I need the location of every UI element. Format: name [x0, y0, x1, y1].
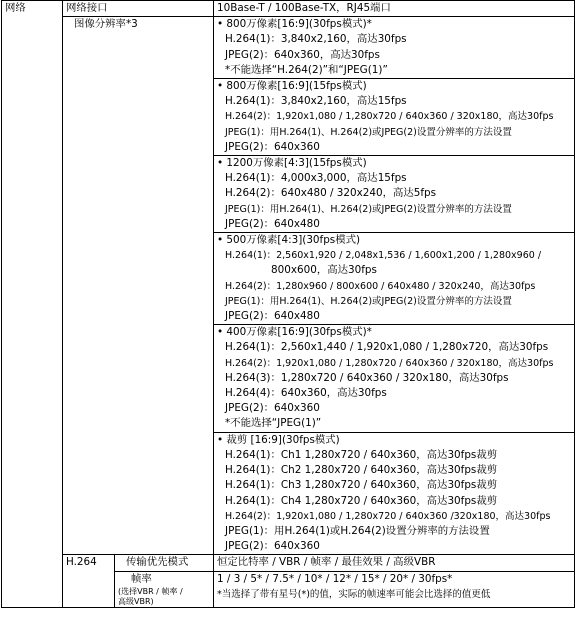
h264-transmission-row [2, 555, 575, 571]
block-line: JPEG(1)：用H.264(1)、H.264(2)或JPEG(2)设置分辨率的方法设置 [225, 203, 512, 215]
block-line: H.264(1)：4,000x3,000，高达15fps [225, 172, 407, 185]
framerate-value: 1 / 3 / 5* / 7.5* / 10* / 12* / 15* / 20* / 30fps* [217, 572, 453, 585]
network-interface-value: 10Base-T / 100Base-TX，RJ45端口 [217, 2, 391, 14]
block-line: H.264(4)：640x360，高达30fps [225, 387, 387, 400]
block-line: H.264(2)：1,920x1,080 / 1,280x720 / 640x360 /320x180，高达30fps [225, 510, 551, 522]
block-line: • 1200万像素[4:3](15fps模式) [217, 157, 367, 170]
network-interface-value-cell [214, 1, 575, 17]
resolution-block [214, 156, 575, 233]
category-label: 网络 [5, 2, 26, 14]
block-line: *不能选择“JPEG(1)” [225, 417, 322, 430]
block-line: H.264(1)：3,840x2,160，高达30fps [225, 33, 407, 46]
block-line: • 800万像素[16:9](30fps模式)* [217, 18, 372, 31]
block-line: H.264(1)：2,560x1,920 / 2,048x1,536 / 1,600x1,200 / 1,280x960 / [225, 250, 542, 262]
network-interface-label: 网络接口 [66, 2, 108, 14]
resolution-label-cell [63, 17, 214, 555]
resolution-row-1 [2, 17, 575, 79]
framerate-sublabel: 高级VBR) [118, 596, 154, 606]
block-line: H.264(1)：Ch3 1,280x720 / 640x360，高达30fps裁剪 [225, 479, 498, 492]
resolution-block [214, 233, 575, 325]
network-interface-label-cell [63, 1, 214, 17]
block-line: JPEG(2)：640x360 [225, 140, 320, 153]
transmission-label-cell [115, 555, 214, 571]
block-line: H.264(1)：2,560x1,440 / 1,920x1,080 / 1,280x720，高达30fps [225, 341, 549, 354]
block-line: H.264(3)：1,280x720 / 640x360 / 320x180，高达30fps [225, 371, 509, 384]
block-line: H.264(2)：1,920x1,080 / 1,280x720 / 640x360 / 320x180，高达30fps [225, 111, 554, 123]
block-line: • 800万像素[16:9](15fps模式) [217, 80, 367, 93]
framerate-sublabel: (选择VBR / 帧率 / [118, 586, 183, 596]
framerate-label-cell [115, 571, 214, 607]
network-interface-row [2, 1, 575, 17]
block-line: JPEG(2)：640x480 [225, 217, 320, 230]
block-line: • 裁剪 [16:9](30fps模式) [217, 433, 340, 446]
block-line: JPEG(1)：用H.264(1)、H.264(2)或JPEG(2)设置分辨率的方法设置 [225, 295, 512, 307]
resolution-block [214, 79, 575, 156]
block-line: JPEG(1)：用H.264(1)或H.264(2)设置分辨率的方法设置 [225, 524, 490, 537]
block-line: JPEG(2)：640x360 [225, 540, 320, 553]
block-line: H.264(1)：Ch2 1,280x720 / 640x360，高达30fps裁剪 [225, 464, 498, 477]
transmission-value: 恒定比特率 / VBR / 帧率 / 最佳效果 / 高级VBR [217, 556, 436, 569]
block-line: *不能选择“H.264(2)”和“JPEG(1)” [225, 63, 388, 76]
resolution-block [214, 325, 575, 432]
block-line: JPEG(2)：640x360，高达30fps [225, 48, 380, 61]
block-line: • 500万像素[4:3](30fps模式) [217, 234, 361, 247]
transmission-label: 传输优先模式 [126, 556, 189, 569]
framerate-note: *当选择了带有星号(*)的值，实际的帧速率可能会比选择的值更低 [217, 588, 491, 600]
resolution-block [214, 432, 575, 555]
block-line: H.264(1)：Ch4 1,280x720 / 640x360，高达30fps裁剪 [225, 494, 498, 507]
resolution-label: 图像分辨率*3 [74, 18, 138, 31]
block-line: H.264(2)：1,280x960 / 800x600 / 640x480 / 320x240，高达30fps [225, 280, 536, 292]
block-line: JPEG(1)：用H.264(1)、H.264(2)或JPEG(2)设置分辨率的方法设置 [225, 126, 512, 138]
h264-label: H.264 [66, 556, 97, 569]
framerate-value-cell [214, 571, 575, 607]
h264-label-cell [63, 555, 115, 607]
framerate-label: 帧率 [131, 572, 152, 585]
block-line: JPEG(2)：640x480 [225, 310, 320, 323]
transmission-value-cell [214, 555, 575, 571]
spec-table [1, 0, 575, 608]
block-line: H.264(2)：1,920x1,080 / 1,280x720 / 640x360 / 320x180，高达30fps [225, 357, 554, 369]
category-cell [2, 1, 63, 608]
resolution-block [214, 17, 575, 79]
block-line: JPEG(2)：640x360 [225, 402, 320, 415]
block-line: H.264(2)：640x480 / 320x240，高达5fps [225, 187, 437, 200]
block-line: • 400万像素[16:9](30fps模式)* [217, 326, 372, 339]
block-line: H.264(1)：Ch1 1,280x720 / 640x360，高达30fps裁剪 [225, 448, 498, 461]
block-line: H.264(1)：3,840x2,160，高达15fps [225, 95, 407, 108]
block-line: 800x600，高达30fps [271, 264, 377, 277]
